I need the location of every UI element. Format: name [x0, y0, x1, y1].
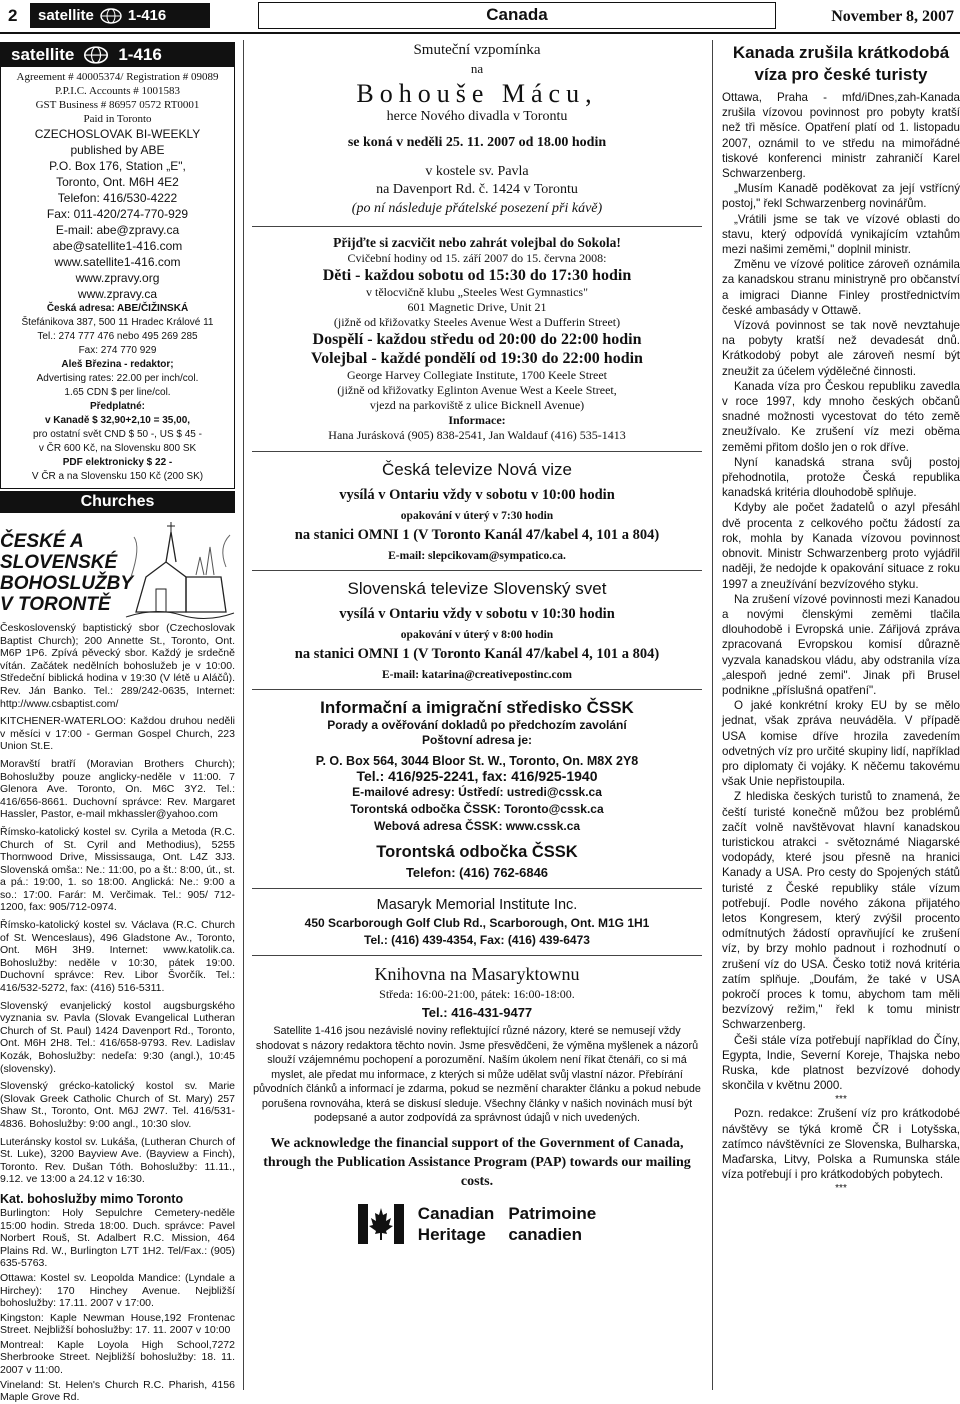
- heritage-text: canadien: [508, 1224, 583, 1244]
- heritage-fr: [508, 1203, 596, 1245]
- sokol-text: Cvičební hodiny od 15. září 2007 do 15. června 2008:: [347, 251, 607, 265]
- sokol-text: (jižně od křižovatky Eglinton Avenue West a Keele Street,: [337, 383, 617, 397]
- masthead-line: Fax: 274 770 929: [78, 345, 157, 356]
- masthead-line: CZECHOSLOVAK BI-WEEKLY: [34, 127, 201, 141]
- church-entry: Moravští bratří (Moravian Brothers Church); Bohoslužby pouze anglicky-neděle v 11:00. 7 Glenora Ave. Toronto, On. M6C 3Y2. Tel.: 416/656-8661. Duchovní správce: Rev. Margaret Hassler, Pastor, e-mail mkhassler@yahoo.com: [0, 757, 235, 821]
- masthead-line: Agreement # 40005374/ Registration # 09089: [16, 71, 219, 83]
- memorial-text: na: [470, 61, 484, 76]
- churches-header: [0, 517, 235, 622]
- tv-email: E-mail: katarina@creativepostinc.com: [382, 669, 572, 681]
- sokol-text: vjezd na parkoviště z ulice Bicknell Avenue): [369, 398, 585, 412]
- divider: [252, 226, 702, 227]
- divider: [252, 955, 702, 956]
- memorial-note: (po ní následuje přátelské posezení při kávě): [351, 201, 603, 216]
- cssk-web: Webová adresa ČSSK: www.cssk.ca: [373, 819, 581, 833]
- catholic-entry: Ottawa: Kostel sv. Leopolda Mandice: (Lyndale a Hirchey): 170 Hinchey Avenue. Nejbližší bohoslužby: 17.11. 2007 v 17:00.: [0, 1271, 235, 1310]
- catholic-entry: Montreal: Kaple Loyola High School,7272 Sherbrooke Street. Nejbližší bohoslužby: 18. 11. 2007 v 11:00.: [0, 1338, 235, 1377]
- tv-cz: [252, 460, 702, 562]
- canadian-heritage-logo: [252, 1203, 702, 1245]
- library-title: Knihovna na Masaryktownu: [374, 964, 580, 984]
- masaryk-phone: Tel.: (416) 439-4354, Fax: (416) 439-6473: [364, 933, 590, 947]
- article-title: Kanada zrušila krátkodobá víza pro české turisty: [732, 43, 950, 84]
- masthead-line: GST Business # 86957 0572 RT0001: [35, 99, 200, 111]
- sokol-text: George Harvey Collegiate Institute, 1700 Keele Street: [346, 368, 608, 382]
- cssk-text: Poštovní adresa je:: [421, 733, 533, 747]
- sokol-text: 601 Magnetic Drive, Unit 21: [407, 300, 547, 314]
- cssk-email: E-mailové adresy: Ústředí: ustredi@cssk.ca: [352, 785, 602, 799]
- right-column: [722, 36, 960, 1390]
- library-notice: [252, 964, 702, 1020]
- catholic-list: [0, 1207, 235, 1404]
- masthead-line: published by ABE: [70, 143, 165, 157]
- masthead-line: v Kanadě $ 32,90+2,10 = 35,00,: [44, 415, 191, 426]
- tv-text: vysílá v Ontariu vždy v sobotu v 10:00 hodin: [339, 487, 615, 503]
- heritage-text: Patrimoine: [508, 1203, 597, 1223]
- page-number: 2: [8, 6, 18, 25]
- sokol-text: Hana Jurásková (905) 838-2541, Jan Waldauf (416) 535-1413: [328, 428, 626, 442]
- sokol-notice: [252, 235, 702, 443]
- divider: [252, 451, 702, 452]
- article-paragraph: Ottawa, Praha - mfd/iDnes,zah-Kanada zrušila vízovou povinnost pro pobyty kratší než tři měsíce. Opatření platí od 1. listopadu 2007, oznámil to ve středu na mimořádné tiskové konferenci ministr zahraničí Karel Schwarzenberg.: [722, 91, 960, 181]
- masthead-line: Paid in Toronto: [83, 113, 152, 125]
- catholic-entry: Burlington: Holy Sepulchre Cemetery-neděle 15:00 hodin. Streda 18:00. Duch. správce: Pavel Norbert Rouš, St. Adalbert R.C. Mission, 464 Plains Rd. W., Burlington L7T 1H2. Tel/Fax.: (905) 635-5763.: [0, 1206, 235, 1270]
- article-paragraph: Kanada víza pro Českou republiku zavedla v roce 1997, kdy mnoho českých občanů snadné možnosti vycestovat do této země zneužívalo. Ke zrušení víz mezi oběma zeměmi přitom došlo jen o rok dříve.: [722, 379, 960, 454]
- article-paragraph: O jaké konkrétní kroky EU by se mělo jednat, však zpráva neuváděla. V případě USA komise dříve hrozila zavedením odvetných víz pro určité skupiny lidí, například pro diplomaty či vojáky. K něčemu takovému však Unie nepřistoupila.: [722, 699, 960, 789]
- article-body: [722, 90, 960, 1093]
- article-paragraph: „Vrátili jsme se tak ve vízové oblasti do stavu, který odpovídá vynikajícím vztahům mezi našimi zeměmi," doplnil ministr.: [722, 212, 960, 257]
- memorial-text: herce Nového divadla v Torontu: [386, 109, 568, 124]
- article-paragraph: Vízová povinnost se tak nově nevztahuje na pobyty kratší než devadesát dnů. Krátkodobý pobyt ale zároveň nesmí být zneužit za účelem výdělečné činnosti.: [722, 319, 960, 378]
- cssk-title: Informační a imigrační středisko ČSSK: [320, 698, 634, 717]
- article-paragraph: Češi stále víza potřebují například do Číny, Egypta, Indie, Severní Koreje, Thajska nebo Ruska, kde platnost bezvízové dohody skončila v květnu 2000.: [722, 1033, 960, 1093]
- toronto-phone: Telefon: (416) 762-6846: [405, 865, 549, 880]
- editor-note: Pozn. redakce: Zrušení víz pro krátkodobé návštěvy se týká kromě ČR i Lotyšska, zatímco návštěvníci ze Slovenska, Bulharska, Maďarska, Litvy, Polska a Rumunska stále víza potřebují i pro krátkodobých pobytech.: [722, 1107, 960, 1182]
- sokol-title: Přijďte si zacvičit nebo zahrát volejbal do Sokola!: [333, 235, 621, 250]
- masthead-line: abe@satellite1-416.com: [52, 239, 183, 253]
- logo-text: satellite: [38, 7, 94, 24]
- article-paragraph: Změnu ve vízové politice zároveň oznámila za kanadskou stranu ministryně pro občanství a imigraci Dianne Finley prostřednictvím české ambasády v Ottawě.: [722, 258, 960, 317]
- masthead-line: pro ostatní svět CND $ 50 -, US $ 45 -: [33, 429, 202, 440]
- tv-sk: [252, 579, 702, 681]
- memorial-address: na Davenport Rd. č. 1424 v Torontu: [376, 182, 578, 197]
- separator-stars: ***: [835, 1183, 847, 1195]
- section-title: Canada: [258, 2, 776, 29]
- tv-text: na stanici OMNI 1 (V Toronto Kanál 47/kabel 4, 101 a 804): [294, 646, 660, 662]
- sokol-text: (jižně od křižovatky Steeles Avenue West a Dufferin Street): [333, 315, 621, 329]
- memorial-name: Bohouše Mácu,: [356, 79, 598, 108]
- column-divider: [243, 40, 244, 1390]
- heritage-en: [418, 1203, 495, 1245]
- middle-column: [252, 36, 702, 1390]
- divider: [252, 888, 702, 889]
- article-paragraph: Na zrušení vízové povinnosti mezi Kanadou a novými členskými zeměmi tlačila dlouhodobě i Evropská unie. Zářijová zpráva zpracovaná Evropskou komisí důrazně vyzvala kanadskou vládu, aby odstranila víza „alespoň jedné zemi". Jinak při Brusel podnikne „příslušná opatření".: [722, 592, 960, 697]
- page-header: [0, 0, 960, 34]
- masthead-line: Česká adresa: ABE/ČIŽINSKÁ: [46, 303, 189, 314]
- column-divider: [712, 40, 713, 1390]
- masthead-line: v ČR 600 Kč, na Slovensku 800 SK: [38, 443, 197, 454]
- tv-title: Slovenská televize Slovenský svet: [347, 579, 607, 598]
- divider: [252, 570, 702, 571]
- sokol-text: v tělocvičně klubu „Steeles West Gymnastics": [366, 285, 588, 299]
- maple-leaf-icon: [358, 1204, 404, 1244]
- catholic-entry: Kingston: Kaple Newman House,192 Frontenac Street. Nejbližší bohoslužby: 17. 11. 2007 v 10:00: [0, 1311, 235, 1337]
- masthead-line: P.O. Box 176, Station „E",: [49, 159, 186, 173]
- churches-list: [0, 622, 235, 1186]
- masaryk-address: 450 Scarborough Golf Club Rd., Scarborough, Ont. M1G 1H1: [304, 916, 650, 930]
- memorial-place: v kostele sv. Pavla: [425, 164, 529, 179]
- logo-issue: 1-416: [118, 45, 162, 64]
- cssk-phone: Tel.: 416/925-2241, fax: 416/925-1940: [356, 768, 598, 784]
- cssk-text: Porady a ověřování dokladů po předchozím zavolání: [327, 718, 627, 732]
- churches-title: ČESKÉ A SLOVENSKÉ BOHOSLUŽBY V TORONTĚ: [0, 531, 133, 615]
- separator-stars: ***: [835, 1094, 847, 1106]
- catholic-entry: Vineland: St. Helen's Church R.C. Pharish, 4156 Maple Grove Rd.: [0, 1378, 235, 1404]
- masthead-box: [0, 42, 235, 489]
- masaryk-title: Masaryk Memorial Institute Inc.: [376, 897, 578, 913]
- masthead-line: www.zpravy.ca: [77, 287, 158, 301]
- masthead-line: Aleš Březina - redaktor;: [61, 359, 174, 370]
- masthead-line: www.zpravy.org: [75, 271, 160, 285]
- sokol-text: Děti - každou sobotu od 15:30 do 17:30 hodin: [322, 267, 632, 284]
- logo-issue: 1-416: [127, 7, 167, 24]
- toronto-title: Torontská odbočka ČSSK: [376, 843, 578, 861]
- globe-icon: [100, 8, 122, 24]
- article-paragraph: „Musím Kanadě poděkovat za její vstřícný postoj," řekl Schwarzenberg novinářům.: [722, 182, 960, 211]
- tv-text: vysílá v Ontariu vždy v sobotu v 10:30 hodin: [339, 606, 615, 622]
- masthead-line: 1.65 CDN $ per line/col.: [64, 387, 171, 398]
- tv-text: opakování v úterý v 7:30 hodin: [400, 510, 554, 522]
- article-paragraph: Nyní kanadská strana svůj postoj přehodnotila, protože Česká republika kanadská kritéria dlouhodobě splňuje.: [722, 455, 960, 500]
- issue-date: November 8, 2007: [831, 8, 954, 25]
- church-entry: Římsko-katolický kostel sv. Václava (R.C. Church of St. Wenceslaus), 496 Gladstone Av., Toronto, Ont. M6H 3H9. Internet: www.katolik.ca. Bohoslužby: neděle v 10:30, pátek 19:00. Duchovní správce: Rev. Libor Švorčík. Tel.: 416/532-5272, fax: (416) 516-5311.: [0, 919, 235, 995]
- memorial-notice: [252, 42, 702, 218]
- church-entry: Slovenský evanjelický kostol augsburgského vyznania sv. Pavla (Slovak Evangelical Lutheran Church of St. Paul) 1424 Davenport Rd., Toronto, Ont. M6H 2H8. Tel.: 416/658-9793. Rev. Ladislav Kozák, Bohoslužby: nedeľa: 9:30 (angl.), 10:45 (slovensky).: [0, 999, 235, 1075]
- heritage-text: Heritage: [417, 1224, 486, 1244]
- library-phone: Tel.: 416-431-9477: [421, 1005, 533, 1020]
- left-column: [0, 36, 235, 1404]
- masthead-line: Fax: 011-420/274-770-929: [46, 207, 189, 221]
- church-illustration-icon: [126, 517, 234, 622]
- tv-title: Česká televize Nová vize: [382, 460, 572, 479]
- masthead-line: E-mail: abe@zpravy.ca: [55, 223, 180, 237]
- masthead-line: Toronto, Ont. M6H 4E2: [56, 175, 179, 189]
- church-entry: Římsko-katolický kostel sv. Cyrila a Metoda (R.C. Church of St. Cyril and Methodius), 5255 Thornwood Drive, Mississauga, Ont. L4Z 3J3. Slovenská omša:: Ne.: 11:00, po a št.: 8:00, út., st. a pá.: 19:00, 1. so 18:00. Anglická: Ne.: 9:00 a so.: 17:00. Farár: M. Verčimak. Tel.: 905/ 712-1200, fax: 905/712-0974.: [0, 825, 235, 914]
- logo-text: satellite: [11, 45, 75, 64]
- disclaimer: Satellite 1-416 jsou nezávislé noviny reflektující různé názory, které se nemusejí vždy shodovat s názory redaktora těchto novin. Jsme přesvědčeni, že výměna myšlenek a názorů slouží vzájemnému pochopení a porozumění. Naším úkolem není říkat čtenáři, co si má myslet, ale předat mu informace, z kterých si může udělat svůj vlastní názor. Přebírání původních článků a informací je zdarma, pokud se nezmění charakter článku a pokud nebude porušena rovnováha, která se diskusí sleduje. Všechny články v našich novinách musí být podepsané a autor zodpovídá za správnost údajů v nich uvedených.: [253, 1025, 701, 1124]
- sokol-text: Informace:: [448, 413, 506, 427]
- masthead-line: Advertising rates: 22.00 per inch/col.: [36, 373, 199, 384]
- memorial-date: se koná v neděli 25. 11. 2007 od 18.00 hodin: [347, 135, 607, 150]
- masthead-line: Předplatné:: [89, 401, 145, 412]
- tv-text: na stanici OMNI 1 (V Toronto Kanál 47/kabel 4, 101 a 804): [294, 527, 660, 543]
- masthead-logo: [1, 43, 234, 67]
- acknowledgement: We acknowledge the financial support of the Government of Canada, through the Publication Assistance Program (PAP) towards our mailing costs.: [263, 1135, 691, 1189]
- library-hours: Středa: 16:00-21:00, pátek: 16:00-18:00.: [379, 987, 575, 1001]
- church-entry: KITCHENER-WATERLOO: Každou druhou neděli v měsíci v 17:00 - German Gospel Church, 223 Union St.E.: [0, 715, 235, 753]
- cssk-address: P. O. Box 564, 3044 Bloor St. W., Toronto, On. M8X 2Y8: [315, 754, 639, 768]
- masthead-line: P.P.I.C. Accounts # 1001583: [55, 85, 180, 97]
- masthead-line: www.satellite1-416.com: [54, 255, 181, 269]
- globe-icon: [82, 46, 110, 64]
- memorial-heading: Smuteční vzpomínka: [413, 42, 541, 58]
- masthead-info: [1, 67, 234, 488]
- tv-text: opakování v úterý v 8:00 hodin: [400, 629, 554, 641]
- catholic-title: Kat. bohoslužby mimo Toronto: [0, 1191, 184, 1206]
- tv-email: E-mail: slepcikovam@sympatico.ca.: [388, 550, 566, 562]
- masthead-line: Tel.: 274 777 476 nebo 495 269 285: [37, 331, 198, 342]
- churches-bar: Churches: [0, 491, 235, 513]
- header-logo: [30, 3, 210, 28]
- article-paragraph: Kdyby ale počet žadatelů o azyl přesáhl dvě procenta z celkového počtu žádostí za rok, mohla by Kanada vízovou povinnost obnovit. Ministr Schwarzenberg proto vyjádřil naději, že nedojde k opakování situace z roku 1997 a zneužívání bezvízového styku.: [722, 501, 960, 591]
- church-entry: Luteránsky kostol sv. Lukáša, (Lutheran Church of St. Luke), 3200 Bayview Ave. (Bayview a Finch), Toronto. Rev. Dušan Tóth. Bohoslužby: 11.11., 9.12. ve 13:00 a 24.12 v 16:30.: [0, 1135, 235, 1186]
- church-entry: Slovenský grécko-katolický kostol sv. Marie (Slovak Greek Catholic Church of St. Mary) 257 Shaw St., Toronto, Ont. M6J 2W7. Tel. 416/531-4836. Bohoslužby: 9:00 angl., 10:30 slov.: [0, 1080, 235, 1130]
- masthead-line: Štefánikova 387, 500 11 Hradec Králové 11: [21, 317, 214, 328]
- masthead-line: V ČR a na Slovensku 150 Kč (200 SK): [31, 471, 204, 482]
- masaryk-notice: [252, 897, 702, 947]
- cssk-notice: [252, 698, 702, 880]
- masthead-line: PDF elektronicky $ 22 -: [62, 457, 173, 468]
- heritage-text: Canadian: [417, 1203, 495, 1223]
- article-paragraph: Z hlediska českých turistů to znamená, že čeští turisté konečně můžou bez problémů začít volně navštěvovat hlavní kanadskou turistickou atrakci - světoznámé Niagarské vodopády, které jsou přesně na hranici Kanady a USA. Pro cesty do Spojených států turisté z České republiky stále vízum potřebují. Podle nového zákona přijatého letos Kongresem, který zvýšil procento odmítnutých žádostí opravňující ke zrušení víz, by brzy mohlo padnout i rozhodnutí o zrušení víz do USA. Česko totiž nová kritéria zatím splňuje. „Doufám, že také v USA pokročí proces k tomu, abychom tam měli bezvízový režim," řekl k tomu ministr Schwarzenberg.: [722, 790, 960, 1032]
- church-entry: Československý baptistický sbor (Czechoslovak Baptist Church); 200 Annette St., Toronto, Ont. M6P 1P6. Zpívá pěvecký sbor. Každý je srdečně vítán. Začátek nedělních bohoslužeb je v 10:00. Středeční biblická hodina v 19:30 (V létě u Aláčů). Rev. Ján Banko. Tel.: 289/242-0635, Internet: http://www.csbaptist.com/: [0, 622, 235, 710]
- divider: [252, 689, 702, 690]
- masthead-line: Telefon: 416/530-4222: [57, 191, 178, 205]
- cssk-email: Torontská odbočka ČSSK: Toronto@cssk.ca: [350, 802, 604, 816]
- sokol-text: Volejbal - každé pondělí od 19:30 do 22:00 hodin: [311, 350, 643, 367]
- sokol-text: Dospělí - každou středu od 20:00 do 22:00 hodin: [312, 331, 642, 348]
